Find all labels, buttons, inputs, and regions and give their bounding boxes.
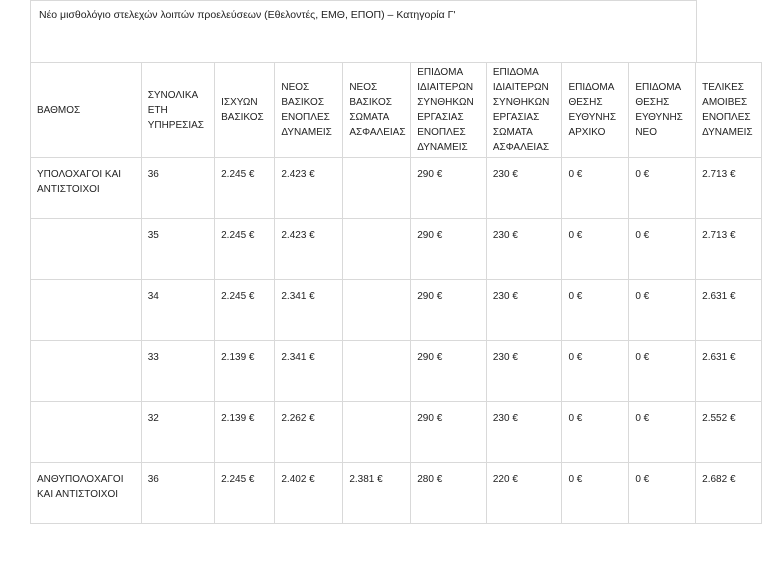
header-cell: ΕΠΙΔΟΜΑ ΘΕΣΗΣ ΕΥΘΥΝΗΣ ΝΕΟ xyxy=(629,63,696,158)
table-cell: 0 € xyxy=(629,219,696,280)
table-cell: 2.631 € xyxy=(696,341,762,402)
table-cell xyxy=(343,219,411,280)
table-cell: 290 € xyxy=(411,219,487,280)
table-cell: 0 € xyxy=(629,158,696,219)
header-cell: ΝΕΟΣ ΒΑΣΙΚΟΣ ΕΝΟΠΛΕΣ ΔΥΝΑΜΕΙΣ xyxy=(275,63,343,158)
table-cell xyxy=(343,402,411,463)
table-cell xyxy=(343,280,411,341)
header-cell: ΕΠΙΔΟΜΑ ΙΔΙΑΙΤΕΡΩΝ ΣΥΝΘΗΚΩΝ ΕΡΓΑΣΙΑΣ ΕΝΟΠΛΕΣ ΔΥΝΑΜΕΙΣ xyxy=(411,63,487,158)
table-cell: 0 € xyxy=(562,219,629,280)
table-cell: 0 € xyxy=(562,463,629,524)
table-cell: 230 € xyxy=(486,280,562,341)
table-header-row xyxy=(31,63,762,158)
table-cell: 2.381 € xyxy=(343,463,411,524)
table-cell: 2.245 € xyxy=(215,158,275,219)
table-cell: 2.139 € xyxy=(215,341,275,402)
header-cell: ΕΠΙΔΟΜΑ ΘΕΣΗΣ ΕΥΘΥΝΗΣ ΑΡΧΙΚΟ xyxy=(562,63,629,158)
table-cell xyxy=(31,341,142,402)
header-cell: ΣΥΝΟΛΙΚΑ ΕΤΗ ΥΠΗΡΕΣΙΑΣ xyxy=(141,63,214,158)
table-cell xyxy=(343,158,411,219)
table-cell: 230 € xyxy=(486,219,562,280)
table-row xyxy=(31,219,762,280)
table-cell: 32 xyxy=(141,402,214,463)
table-caption: Νέο μισθολόγιο στελεχών λοιπών προελεύσεων (Εθελοντές, ΕΜΘ, ΕΠΟΠ) – Κατηγορία Γ' xyxy=(30,0,697,62)
salary-table xyxy=(30,62,762,524)
table-cell: 34 xyxy=(141,280,214,341)
table-cell: 36 xyxy=(141,158,214,219)
table-cell: 2.139 € xyxy=(215,402,275,463)
table-cell xyxy=(31,280,142,341)
table-cell xyxy=(343,341,411,402)
table-cell: 33 xyxy=(141,341,214,402)
header-cell: ΙΣΧΥΩΝ ΒΑΣΙΚΟΣ xyxy=(215,63,275,158)
table-cell xyxy=(31,219,142,280)
table-cell: 290 € xyxy=(411,402,487,463)
table-cell: 2.245 € xyxy=(215,280,275,341)
table-cell: ΥΠΟΛΟΧΑΓΟΙ ΚΑΙ ΑΝΤΙΣΤΟΙΧΟΙ xyxy=(31,158,142,219)
header-cell: ΤΕΛΙΚΕΣ ΑΜΟΙΒΕΣ ΕΝΟΠΛΕΣ ΔΥΝΑΜΕΙΣ xyxy=(696,63,762,158)
table-cell: 2.631 € xyxy=(696,280,762,341)
table-row xyxy=(31,158,762,219)
table-cell: 0 € xyxy=(562,402,629,463)
table-cell: 2.713 € xyxy=(696,219,762,280)
table-cell: 2.341 € xyxy=(275,341,343,402)
table-cell: 35 xyxy=(141,219,214,280)
table-cell: 2.713 € xyxy=(696,158,762,219)
table-cell: 0 € xyxy=(562,341,629,402)
table-cell xyxy=(31,402,142,463)
table-cell: 290 € xyxy=(411,280,487,341)
table-cell: 2.402 € xyxy=(275,463,343,524)
table-cell: 230 € xyxy=(486,158,562,219)
table-cell: 36 xyxy=(141,463,214,524)
table-cell: 2.262 € xyxy=(275,402,343,463)
table-cell: 290 € xyxy=(411,158,487,219)
table-cell: 0 € xyxy=(629,402,696,463)
table-row xyxy=(31,402,762,463)
table-cell: 2.552 € xyxy=(696,402,762,463)
table-cell: 2.245 € xyxy=(215,463,275,524)
table-cell: 230 € xyxy=(486,402,562,463)
table-row xyxy=(31,463,762,524)
table-cell: 220 € xyxy=(486,463,562,524)
table-cell: 230 € xyxy=(486,341,562,402)
table-cell: 2.341 € xyxy=(275,280,343,341)
table-cell: 280 € xyxy=(411,463,487,524)
table-row xyxy=(31,341,762,402)
table-cell: 0 € xyxy=(629,280,696,341)
table-cell: 0 € xyxy=(629,341,696,402)
table-cell: 2.682 € xyxy=(696,463,762,524)
header-cell: ΝΕΟΣ ΒΑΣΙΚΟΣ ΣΩΜΑΤΑ ΑΣΦΑΛΕΙΑΣ xyxy=(343,63,411,158)
table-cell: 0 € xyxy=(562,158,629,219)
table-cell: 0 € xyxy=(562,280,629,341)
salary-table-frame xyxy=(30,0,753,568)
table-cell: 2.423 € xyxy=(275,158,343,219)
table-cell: 2.245 € xyxy=(215,219,275,280)
table-cell: 290 € xyxy=(411,341,487,402)
table-row xyxy=(31,280,762,341)
header-cell: ΒΑΘΜΟΣ xyxy=(31,63,142,158)
table-cell: ΑΝΘΥΠΟΛΟΧΑΓΟΙ ΚΑΙ ΑΝΤΙΣΤΟΙΧΟΙ xyxy=(31,463,142,524)
header-cell: ΕΠΙΔΟΜΑ ΙΔΙΑΙΤΕΡΩΝ ΣΥΝΘΗΚΩΝ ΕΡΓΑΣΙΑΣ ΣΩΜΑΤΑ ΑΣΦΑΛΕΙΑΣ xyxy=(486,63,562,158)
table-cell: 2.423 € xyxy=(275,219,343,280)
table-cell: 0 € xyxy=(629,463,696,524)
